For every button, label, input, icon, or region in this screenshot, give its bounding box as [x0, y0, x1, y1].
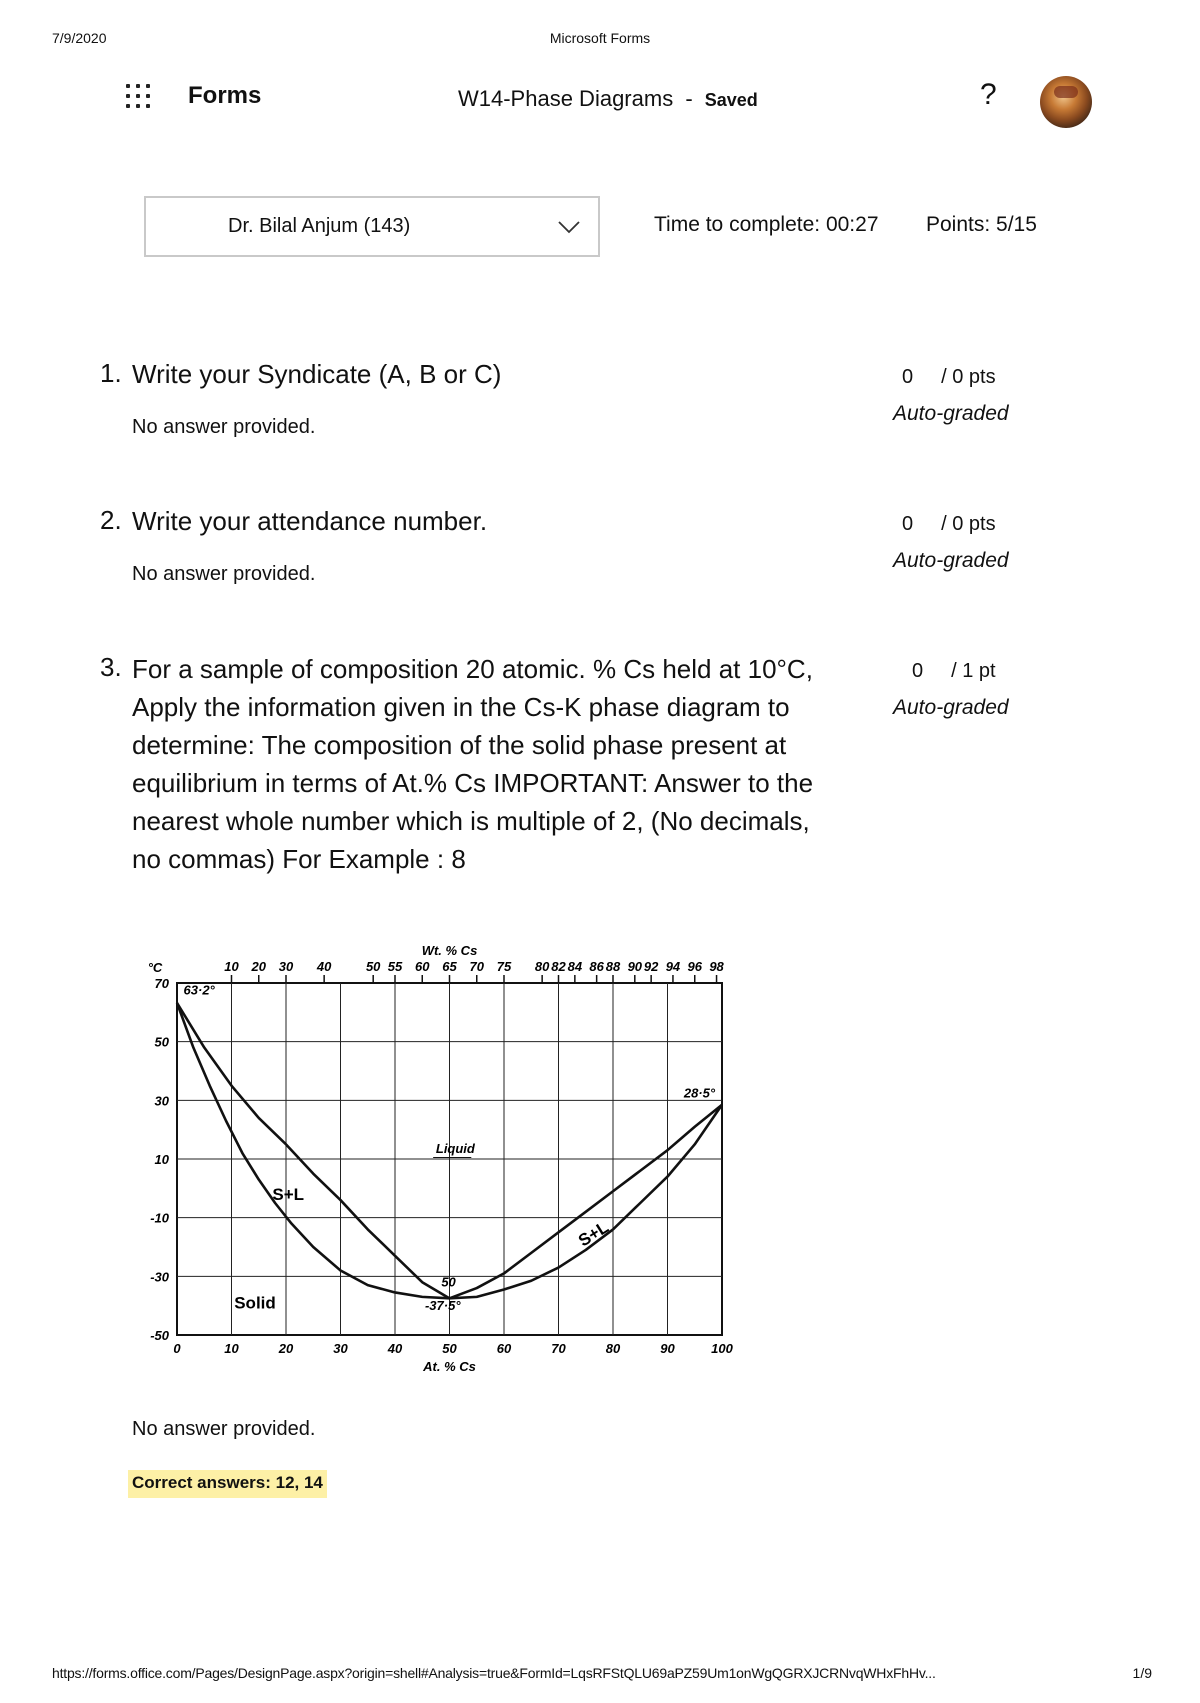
- y-tick-label: -10: [150, 1210, 169, 1226]
- y-tick-label: 70: [154, 976, 169, 991]
- chevron-down-icon: [556, 214, 582, 240]
- x2-axis-title: Wt. % Cs: [421, 943, 478, 958]
- title-separator: -: [685, 86, 693, 111]
- annotation-liquid: Liquid: [435, 1141, 475, 1157]
- x2-tick-label: 65: [442, 959, 457, 974]
- app-bar: [0, 70, 1200, 126]
- points-summary: Points: 5/15: [926, 213, 1037, 236]
- x-tick-label: 70: [551, 1341, 566, 1356]
- x-tick-label: 80: [605, 1341, 621, 1356]
- score-max: / 0 pts: [941, 366, 996, 388]
- document-title: [458, 86, 758, 112]
- question-number: 2.: [100, 505, 122, 535]
- x2-tick-label: 94: [665, 959, 681, 974]
- cs-k-phase-diagram-chart: [130, 935, 810, 1395]
- x2-tick-label: 86: [589, 959, 604, 974]
- question-score: [912, 660, 996, 683]
- annotation-eutectic-composition: 50: [441, 1274, 456, 1290]
- phase-diagram: [130, 935, 810, 1395]
- no-answer-text: No answer provided.: [132, 1418, 316, 1440]
- x2-tick-label: 50: [365, 959, 381, 974]
- question-score: [902, 513, 996, 536]
- x2-tick-label: 10: [224, 959, 239, 974]
- x2-tick-label: 88: [605, 959, 621, 974]
- x2-tick-label: 55: [387, 959, 403, 974]
- grading-type: Auto-graded: [893, 549, 1009, 572]
- x2-tick-label: 80: [534, 959, 550, 974]
- grading-type: Auto-graded: [893, 696, 1009, 719]
- x2-tick-label: 82: [551, 959, 566, 974]
- x-tick-label: 90: [660, 1341, 675, 1356]
- question-number: 3.: [100, 652, 122, 682]
- x-tick-label: 60: [496, 1341, 512, 1356]
- annotation-solid: Solid: [234, 1293, 276, 1313]
- y-axis-unit: °C: [147, 960, 163, 975]
- form-title[interactable]: W14-Phase Diagrams: [458, 86, 674, 111]
- print-url: https://forms.office.com/Pages/DesignPage.aspx?origin=shell#Analysis=true&FormId=LqsRFStQLU69aPZ59Um1onWgQGRXJCRNvqWHxFhHv...: [52, 1665, 936, 1681]
- no-answer-text: No answer provided.: [132, 416, 316, 438]
- print-page-number: 1/9: [1132, 1665, 1152, 1681]
- x2-tick-label: 98: [709, 959, 724, 974]
- waffle-icon[interactable]: [126, 84, 152, 110]
- x2-tick-label: 84: [567, 959, 583, 974]
- x2-tick-label: 70: [469, 959, 484, 974]
- x2-tick-label: 20: [251, 959, 266, 974]
- y-tick-label: 50: [154, 1034, 169, 1050]
- x-axis-title: At. % Cs: [423, 1359, 476, 1374]
- x-tick-label: 20: [278, 1341, 294, 1356]
- x2-tick-label: 30: [278, 959, 294, 974]
- score-value: 0: [902, 513, 914, 535]
- annotation-two-phase-left: S+L: [272, 1185, 305, 1205]
- x2-tick-label: 60: [415, 959, 430, 974]
- question-score: [902, 366, 996, 389]
- x-tick-label: 40: [387, 1341, 403, 1356]
- x2-tick-label: 92: [643, 959, 659, 974]
- annotation-eutectic-temperature: -37·5°: [424, 1298, 461, 1314]
- annotation-two-phase-right: S+L: [575, 1217, 612, 1251]
- x-tick-label: 30: [333, 1341, 348, 1356]
- score-max: / 0 pts: [941, 513, 996, 535]
- avatar[interactable]: [1040, 76, 1092, 128]
- save-status: Saved: [704, 90, 758, 110]
- x-tick-label: 50: [442, 1341, 457, 1356]
- annotation-melting-point-cs: 28·5°: [683, 1085, 716, 1101]
- y-tick-label: 30: [154, 1093, 169, 1109]
- question-text: Write your attendance number.: [132, 506, 488, 536]
- score-value: 0: [902, 366, 914, 388]
- y-tick-label: -50: [150, 1328, 169, 1343]
- score-max: / 1 pt: [951, 660, 996, 682]
- y-tick-label: 10: [154, 1152, 169, 1167]
- x-tick-label: 100: [711, 1341, 733, 1356]
- question-text: For a sample of composition 20 atomic. % Cs held at 10°C, Apply the information given in the Cs-K phase diagram to determine: The composition of the solid phase present at equilibrium in terms of At.% Cs IMPORTANT: Answer to the nearest whole number which is multiple of 2, (No decimals, no commas) For Example : 8: [132, 654, 814, 874]
- app-brand[interactable]: Forms: [188, 82, 262, 109]
- x2-tick-label: 90: [627, 959, 643, 974]
- no-answer-text: No answer provided.: [132, 563, 316, 585]
- print-date: 7/9/2020: [52, 30, 107, 46]
- x2-tick-label: 40: [316, 959, 332, 974]
- x-tick-label: 0: [173, 1341, 181, 1356]
- correct-answers: Correct answers: 12, 14: [128, 1470, 327, 1498]
- question-number: 1.: [100, 358, 122, 388]
- help-button[interactable]: ?: [980, 78, 997, 111]
- responder-name: Dr. Bilal Anjum (143): [228, 215, 411, 237]
- print-title: Microsoft Forms: [549, 30, 651, 46]
- x2-tick-label: 96: [687, 959, 702, 974]
- responder-select[interactable]: [144, 196, 600, 257]
- time-to-complete: Time to complete: 00:27: [654, 213, 879, 236]
- x2-tick-label: 75: [496, 959, 512, 974]
- question-text: Write your Syndicate (A, B or C): [132, 359, 502, 389]
- annotation-melting-point-k: 63·2°: [183, 982, 215, 998]
- score-value: 0: [912, 660, 924, 682]
- x-tick-label: 10: [224, 1341, 239, 1356]
- grading-type: Auto-graded: [893, 402, 1009, 425]
- y-tick-label: -30: [150, 1269, 169, 1285]
